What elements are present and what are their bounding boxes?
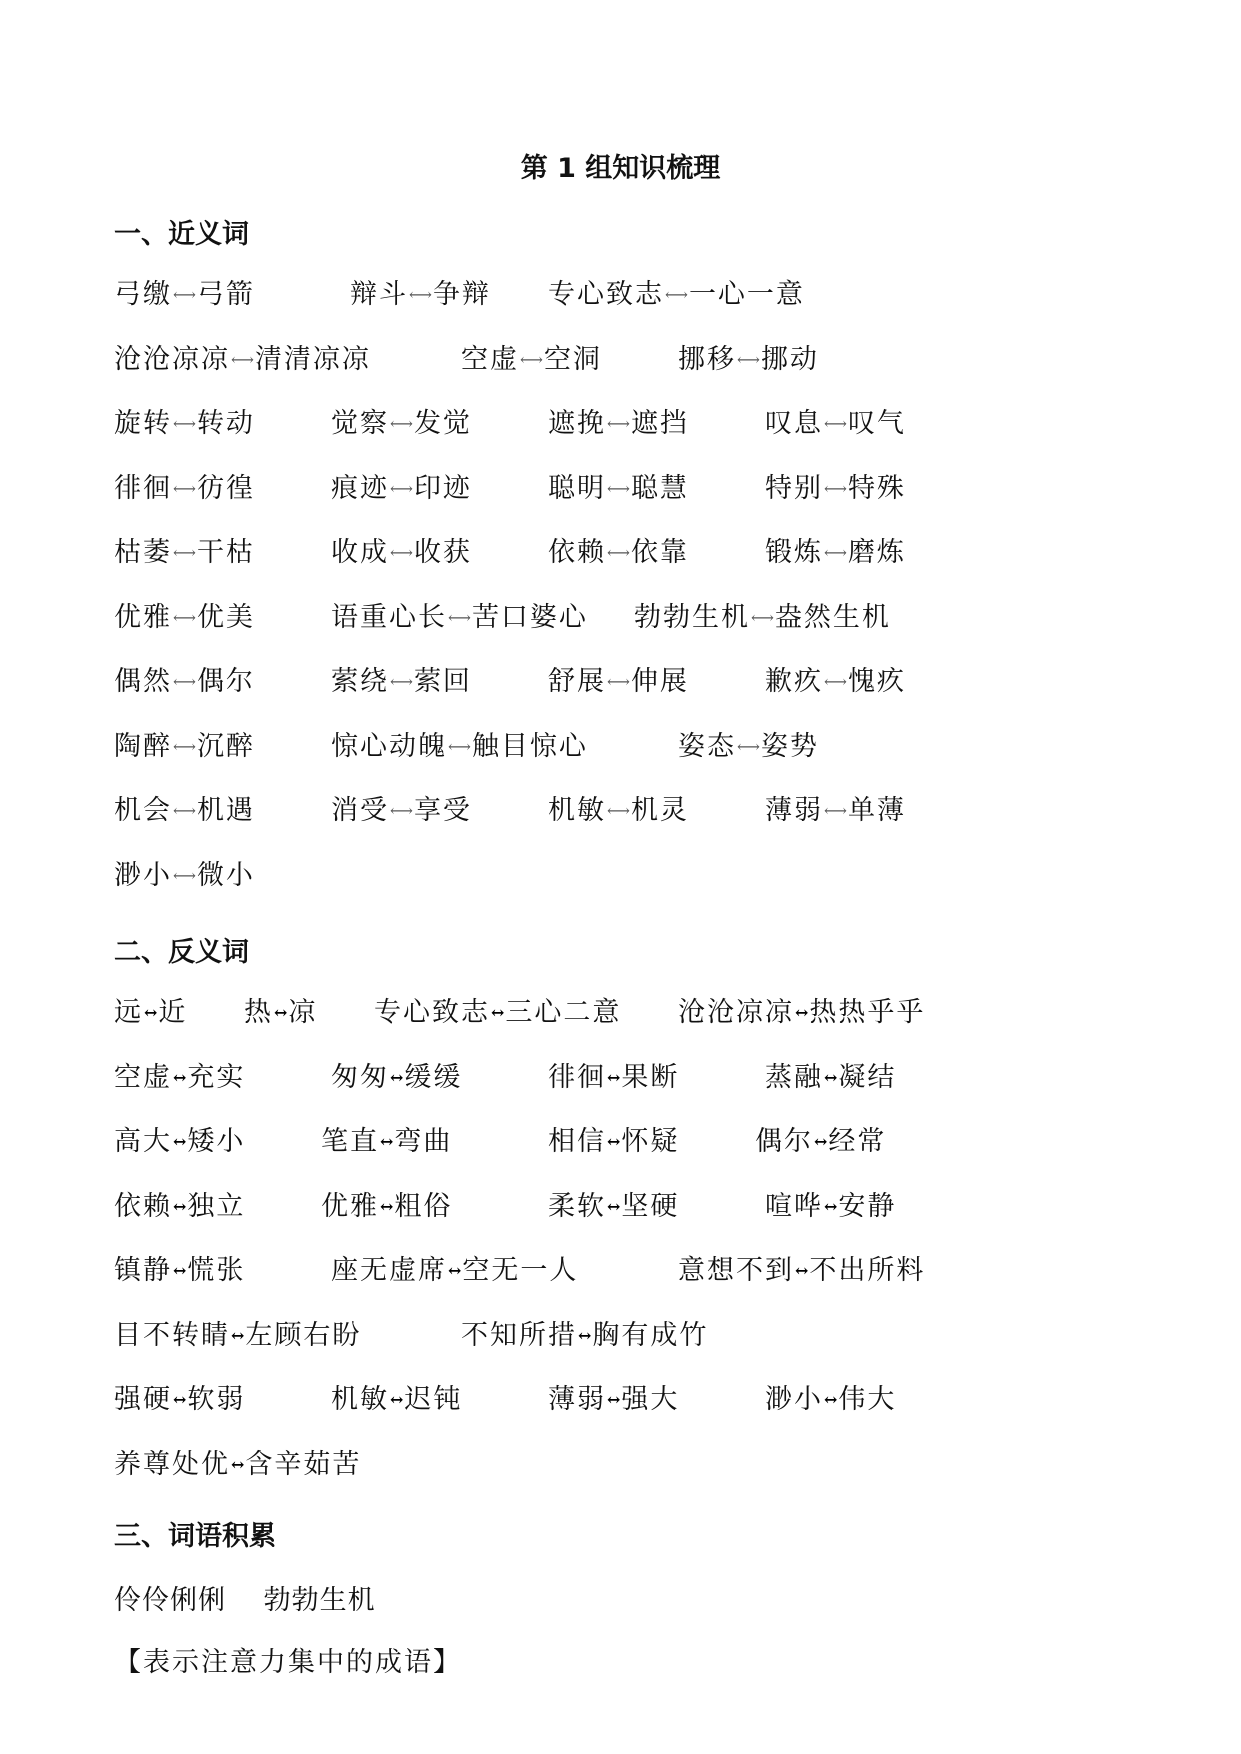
double-arrow-icon: ↔ [448,1261,462,1280]
word-pair [548,788,689,827]
word: 渺小 [765,1384,823,1415]
word: 一心一意 [688,279,805,310]
word-pair [114,466,255,505]
word: 笔直 [321,1126,379,1157]
word: 凝结 [838,1061,897,1093]
word-pair [678,724,819,763]
word-pair [321,1184,452,1223]
word: 相信 [548,1126,606,1157]
word: 沧沧凉凉 [114,343,230,375]
word: 偶尔 [755,1126,813,1157]
word: 徘徊 [114,472,172,504]
double-arrow-icon: ⟷ [390,543,413,562]
word: 凉 [288,997,318,1028]
word: 挪移 [678,343,736,375]
word: 弯曲 [394,1126,453,1157]
double-arrow-icon: ↔ [607,1390,621,1409]
word-pair [114,530,255,569]
word-pair [114,1119,245,1158]
double-arrow-icon: ⟷ [448,736,471,756]
word: 特别 [765,472,823,504]
word: 依赖 [548,537,606,568]
word: 软弱 [187,1384,246,1415]
word: 弓缴 [114,279,172,310]
word: 枯萎 [114,537,172,568]
word: 转动 [196,408,255,439]
word: 缓缓 [404,1061,463,1093]
double-arrow-icon: ⟷ [824,543,847,562]
word: 依赖 [114,1190,172,1222]
word: 遮挽 [548,408,606,439]
word-pair [548,1377,679,1416]
word: 姿态 [678,730,736,762]
double-arrow-icon: ↔ [231,1454,245,1474]
double-arrow-icon: ↔ [578,1325,592,1345]
double-arrow-icon: ⟷ [824,414,847,433]
double-arrow-icon: ↔ [824,1067,838,1087]
double-arrow-icon: ⟷ [448,607,471,627]
word-pair [755,1119,886,1158]
word: 惊心动魄 [331,730,447,762]
word: 锻炼 [765,537,823,568]
word-pair [548,272,805,311]
double-arrow-icon: ↔ [173,1132,187,1151]
word-pair [548,530,689,569]
word: 徘徊 [548,1061,606,1093]
word: 收成 [331,537,389,568]
word-pair [114,1442,361,1481]
word: 特殊 [847,472,906,504]
double-arrow-icon: ⟷ [173,736,196,756]
double-arrow-icon: ↔ [814,1132,828,1151]
word: 姿势 [760,730,819,762]
word: 强大 [621,1384,680,1415]
word-pair [678,990,925,1029]
word: 单薄 [847,795,906,826]
word: 喧哗 [765,1190,823,1222]
word: 含辛茹苦 [245,1448,362,1480]
word: 印迹 [413,472,472,504]
word: 座无虚席 [331,1255,447,1286]
word: 专心致志 [374,997,490,1028]
double-arrow-icon: ↔ [795,1261,809,1280]
double-arrow-icon: ↔ [607,1132,621,1151]
word: 空虚 [114,1061,172,1093]
double-arrow-icon: ⟷ [173,672,196,691]
word-pair [114,1377,245,1416]
double-arrow-icon: ↔ [173,1390,187,1409]
word: 辩斗 [350,279,408,310]
word-pair [765,788,906,827]
word: 聪明 [548,472,606,504]
word: 触目惊心 [471,730,588,762]
word-pair [114,659,255,698]
word: 消受 [331,795,389,826]
word: 左顾右盼 [245,1319,362,1351]
word: 柔软 [548,1190,606,1222]
double-arrow-icon: ⟷ [751,607,774,627]
word-pair [114,788,255,827]
word-pair [765,659,906,698]
word-pair [634,595,891,634]
word: 机遇 [196,795,255,826]
word-pair [548,1055,679,1094]
double-arrow-icon: ⟷ [231,349,254,369]
word-pair [114,401,255,440]
word-pair [765,1055,896,1094]
double-arrow-icon: ↔ [824,1196,838,1216]
word: 充实 [187,1061,246,1093]
word: 慌张 [187,1255,246,1286]
word: 空虚 [461,343,519,375]
word-pair [765,530,906,569]
word: 微小 [196,859,255,891]
word: 不出所料 [809,1255,926,1286]
word: 镇静 [114,1255,172,1286]
accumulation-word: 勃勃生机 [263,1585,376,1616]
double-arrow-icon: ⟷ [824,801,847,820]
word: 偶尔 [196,666,255,697]
word: 痕迹 [331,472,389,504]
word: 安静 [838,1190,897,1222]
double-arrow-icon: ⟷ [173,414,196,433]
double-arrow-icon: ⟷ [173,865,196,885]
word: 果断 [621,1061,680,1093]
double-arrow-icon: ⟷ [665,285,688,304]
word-pair [321,1119,452,1158]
word-pair [331,1248,578,1287]
word-pair [114,724,255,763]
word: 机敏 [331,1384,389,1415]
word-pair [548,466,689,505]
double-arrow-icon: ⟷ [390,801,413,820]
word-pair [765,466,906,505]
word: 愧疚 [847,666,906,697]
double-arrow-icon: ⟷ [824,672,847,691]
double-arrow-icon: ⟷ [824,478,847,498]
word-pair [114,337,371,376]
word: 优雅 [114,601,172,633]
word: 聪慧 [630,472,689,504]
double-arrow-icon: ⟷ [173,543,196,562]
double-arrow-icon: ⟷ [173,801,196,820]
word: 机会 [114,795,172,826]
double-arrow-icon: ↔ [390,1390,404,1409]
word: 萦绕 [331,666,389,697]
word-pair [114,990,187,1029]
word: 渺小 [114,859,172,891]
word-pair [765,1184,896,1223]
word-pair [374,990,621,1029]
word-pair [548,1184,679,1223]
word: 优雅 [321,1190,379,1222]
word: 苦口婆心 [471,601,588,633]
section-heading-antonyms: 二、反义词 [114,937,249,968]
word-pair [331,788,472,827]
word: 舒展 [548,666,606,697]
word: 彷徨 [196,472,255,504]
word: 薄弱 [765,795,823,826]
word: 发觉 [413,408,472,439]
double-arrow-icon: ⟷ [607,801,630,820]
word-pair [331,1377,462,1416]
word: 弓箭 [196,279,255,310]
double-arrow-icon: ⟷ [607,414,630,433]
double-arrow-icon: ↔ [380,1132,394,1151]
word-pair [114,1055,245,1094]
word: 迟钝 [404,1384,463,1415]
word: 热热乎乎 [809,997,926,1028]
double-arrow-icon: ⟷ [737,349,760,369]
word-pair [331,1055,462,1094]
word-pair [331,595,588,634]
double-arrow-icon: ↔ [380,1196,394,1216]
page-title: 第 1 组知识梳理 [520,153,721,184]
double-arrow-icon: ⟷ [173,285,196,304]
word: 旋转 [114,408,172,439]
word-pair [331,466,472,505]
word-pair [461,337,602,376]
word-pair [765,401,906,440]
word: 矮小 [187,1126,246,1157]
word: 专心致志 [548,279,664,310]
word-pair [244,990,317,1029]
word: 觉察 [331,408,389,439]
double-arrow-icon: ↔ [173,1196,187,1216]
word-pair [331,530,472,569]
word: 蒸融 [765,1061,823,1093]
word: 歉疚 [765,666,823,697]
word-pair [548,401,689,440]
word: 叹气 [847,408,906,439]
double-arrow-icon: ⟷ [390,414,413,433]
double-arrow-icon: ↔ [390,1067,404,1087]
word: 坚硬 [621,1190,680,1222]
double-arrow-icon: ↔ [231,1325,245,1345]
word: 依靠 [630,537,689,568]
word-pair [765,1377,896,1416]
double-arrow-icon: ↔ [607,1067,621,1087]
word: 匆匆 [331,1061,389,1093]
word: 高大 [114,1126,172,1157]
double-arrow-icon: ⟷ [520,349,543,369]
double-arrow-icon: ⟷ [390,672,413,691]
word: 机敏 [548,795,606,826]
double-arrow-icon: ↔ [607,1196,621,1216]
word: 叹息 [765,408,823,439]
double-arrow-icon: ↔ [274,1003,288,1022]
word-pair [548,1119,679,1158]
word: 伟大 [838,1384,897,1415]
word: 遮挡 [630,408,689,439]
word: 盎然生机 [774,601,891,633]
word: 享受 [413,795,472,826]
word: 干枯 [196,537,255,568]
section-heading-accumulation: 三、词语积累 [114,1521,276,1552]
word: 萦回 [413,666,472,697]
section-heading-synonyms: 一、近义词 [114,219,249,250]
word: 目不转睛 [114,1319,230,1351]
word-pair [114,853,255,892]
word-pair [114,272,255,311]
word: 优美 [196,601,255,633]
word: 空洞 [543,343,602,375]
double-arrow-icon: ⟷ [607,543,630,562]
word: 沉醉 [196,730,255,762]
word-pair [114,1248,245,1287]
word: 三心二意 [505,997,622,1028]
double-arrow-icon: ⟷ [173,607,196,627]
word: 争辩 [432,279,491,310]
word: 怀疑 [621,1126,680,1157]
word: 清清凉凉 [254,343,371,375]
word: 沧沧凉凉 [678,997,794,1028]
word: 磨炼 [847,537,906,568]
double-arrow-icon: ↔ [491,1003,505,1022]
word-pair [331,659,472,698]
word: 强硬 [114,1384,172,1415]
word: 独立 [187,1190,246,1222]
word: 远 [114,997,143,1028]
double-arrow-icon: ⟷ [607,478,630,498]
word: 胸有成竹 [592,1319,709,1351]
word: 经常 [828,1126,887,1157]
word: 机灵 [630,795,689,826]
word-pair [114,1313,361,1352]
word: 热 [244,997,273,1028]
accumulation-word: 伶伶俐俐 [114,1585,226,1616]
word: 偶然 [114,666,172,697]
word: 勃勃生机 [634,601,750,633]
double-arrow-icon: ⟷ [409,285,432,304]
double-arrow-icon: ↔ [173,1261,187,1280]
double-arrow-icon: ⟷ [607,672,630,691]
word: 挪动 [760,343,819,375]
double-arrow-icon: ⟷ [173,478,196,498]
word: 粗俗 [394,1190,453,1222]
word: 语重心长 [331,601,447,633]
word: 收获 [413,537,472,568]
double-arrow-icon: ⟷ [737,736,760,756]
idiom-category-label: 【表示注意力集中的成语】 [114,1647,462,1678]
word-pair [331,401,472,440]
word: 空无一人 [462,1255,579,1286]
word-pair [461,1313,708,1352]
word: 近 [158,997,188,1028]
double-arrow-icon: ↔ [173,1067,187,1087]
word-pair [350,272,491,311]
word: 陶醉 [114,730,172,762]
word-pair [331,724,588,763]
word: 意想不到 [678,1255,794,1286]
double-arrow-icon: ↔ [795,1003,809,1022]
double-arrow-icon: ↔ [144,1003,158,1022]
word: 养尊处优 [114,1448,230,1480]
double-arrow-icon: ↔ [824,1390,838,1409]
accumulation-words [114,1578,404,1617]
word: 不知所措 [461,1319,577,1351]
word: 伸展 [630,666,689,697]
word-pair [114,595,255,634]
word: 薄弱 [548,1384,606,1415]
word-pair [548,659,689,698]
word-pair [678,337,819,376]
double-arrow-icon: ⟷ [390,478,413,498]
word-pair [114,1184,245,1223]
word-pair [678,1248,925,1287]
